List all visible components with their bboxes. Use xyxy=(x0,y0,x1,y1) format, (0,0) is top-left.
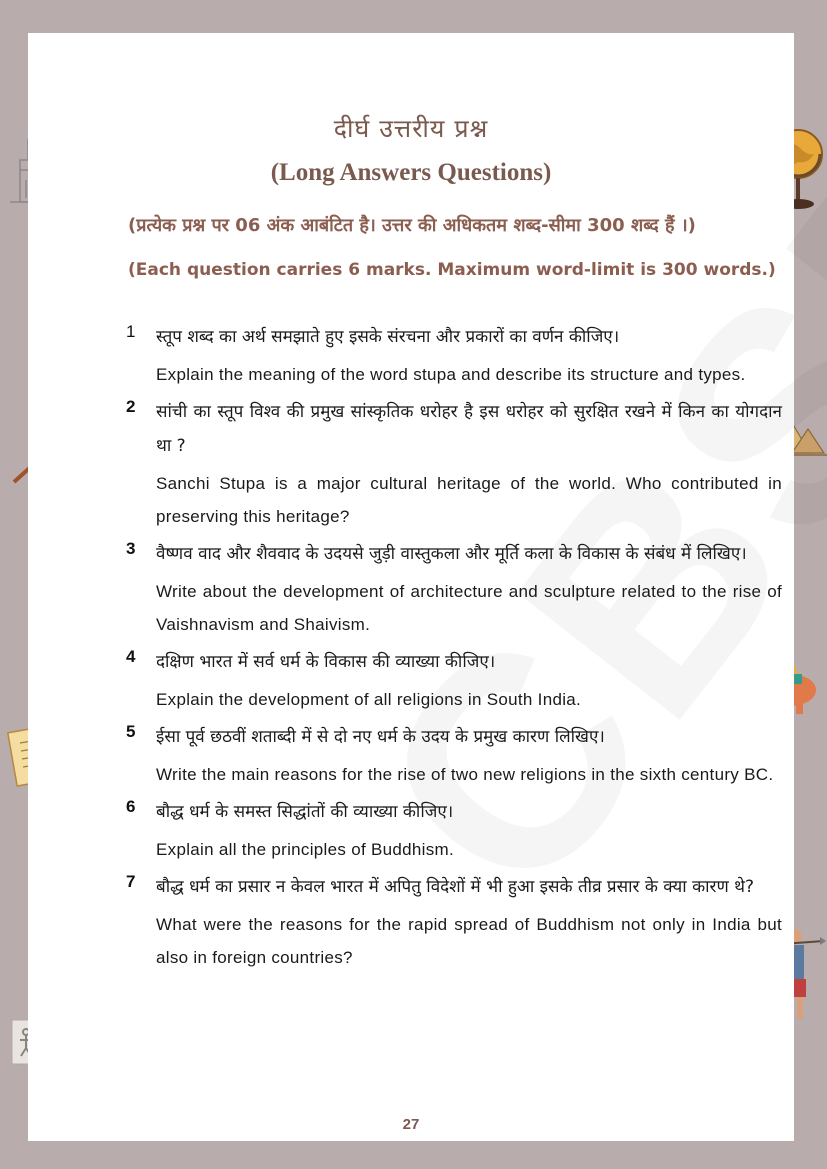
question-text-hindi: दक्षिण भारत में सर्व धर्म के विकास की व्याख्या कीजिए। xyxy=(156,652,496,672)
question-number: 7 xyxy=(126,872,136,891)
question-text-english: Explain the development of all religions in South India. xyxy=(156,690,582,709)
marks-note-hindi: (प्रत्येक प्रश्न पर 06 अंक आबंटित है। उत्तर की अधिकतम शब्द-सीमा 300 शब्द हैं ।) xyxy=(128,215,696,236)
question-text-english: Write about the development of architecture and sculpture related to the rise of Vaishnavism and Shaivism. xyxy=(156,582,782,634)
question-text-hindi: सांची का स्तूप विश्व की प्रमुख सांस्कृतिक धरोहर है इस धरोहर को सुरक्षित रखने में किन का योगदान था ? xyxy=(156,402,782,456)
marks-note-english: (Each question carries 6 marks. Maximum word-limit is 300 words.) xyxy=(128,260,776,280)
question-list xyxy=(126,320,782,974)
question-text-hindi: वैष्णव वाद और शैववाद के उदयसे जुड़ी वास्तुकला और मूर्ति कला के विकास के संबंध में लिखिए। xyxy=(156,544,747,564)
question-text-english: Explain the meaning of the word stupa and describe its structure and types. xyxy=(156,365,746,384)
question-item xyxy=(126,870,782,974)
question-item xyxy=(126,395,782,533)
question-text-english: Explain all the principles of Buddhism. xyxy=(156,840,455,859)
question-text-hindi: बौद्ध धर्म का प्रसार न केवल भारत में अपितु विदेशों में भी हुआ इसके तीव्र प्रसार के क्या कारण थे? xyxy=(156,877,755,897)
question-number: 5 xyxy=(126,722,136,741)
question-text-hindi: ईसा पूर्व छठवीं शताब्दी में से दो नए धर्म के उदय के प्रमुख कारण लिखिए। xyxy=(156,727,605,747)
question-text-english: Write the main reasons for the rise of two new religions in the sixth century BC. xyxy=(156,765,774,784)
page-title-hindi: दीर्घ उत्तरीय प्रश्न xyxy=(333,114,489,143)
question-number: 1 xyxy=(126,322,136,341)
question-text-english: Sanchi Stupa is a major cultural heritage of the world. Who contributed in preserving this heritage? xyxy=(156,474,782,526)
question-number: 3 xyxy=(126,539,136,558)
question-number: 2 xyxy=(126,397,136,416)
question-item xyxy=(126,795,782,866)
question-text-hindi: बौद्ध धर्म के समस्त सिद्धांतों की व्याख्या कीजिए। xyxy=(156,802,454,822)
page-number: 27 xyxy=(402,1116,420,1133)
question-item xyxy=(126,537,782,641)
question-text-hindi: स्तूप शब्द का अर्थ समझाते हुए इसके संरचना और प्रकारों का वर्णन कीजिए। xyxy=(156,327,620,347)
question-text-english: What were the reasons for the rapid spread of Buddhism not only in India but also in foreign countries? xyxy=(156,915,782,967)
page-title-english: (Long Answers Questions) xyxy=(270,159,552,186)
question-number: 4 xyxy=(126,647,136,666)
question-item xyxy=(126,645,782,716)
page xyxy=(28,33,794,1141)
question-number: 6 xyxy=(126,797,136,816)
question-item xyxy=(126,320,782,391)
question-item xyxy=(126,720,782,791)
